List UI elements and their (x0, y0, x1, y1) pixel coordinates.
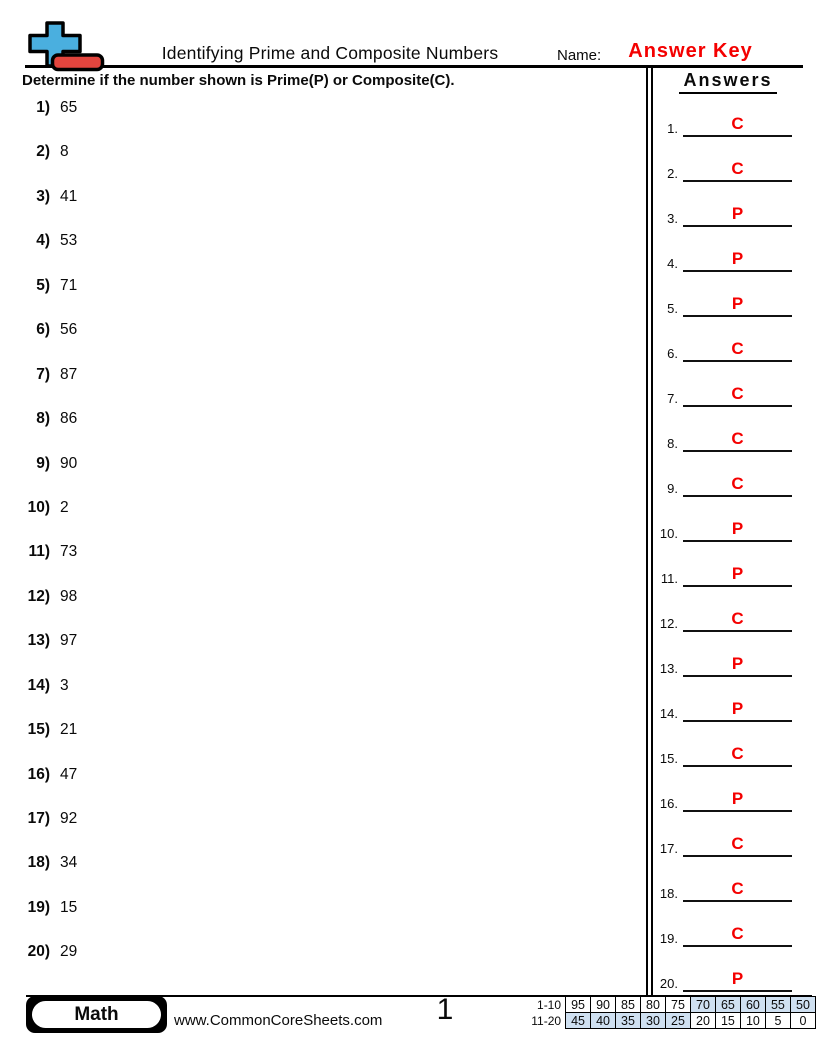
score-cell: 80 (641, 997, 666, 1013)
answer-row (654, 602, 794, 632)
answer-number: 13. (659, 661, 678, 676)
question-number: 10) (27, 499, 50, 516)
answer-row (654, 107, 794, 137)
answer-number: 6. (667, 346, 678, 361)
answer-value: P (731, 789, 744, 808)
question-number: 4) (36, 232, 50, 249)
score-cell: 25 (665, 1013, 690, 1029)
question-row (14, 721, 234, 743)
answer-line (683, 720, 792, 722)
score-cell: 10 (740, 1013, 765, 1029)
instructions: Determine if the number shown is Prime(P) or Composite(C). (22, 72, 455, 89)
subject-label: Math (32, 1001, 161, 1028)
answer-number: 19. (659, 931, 678, 946)
answer-value: C (731, 159, 744, 178)
name-value: Answer Key (628, 40, 753, 62)
question-value: 3 (60, 677, 69, 694)
question-number: 18) (27, 854, 50, 871)
answer-row (654, 467, 794, 497)
answer-value: C (731, 429, 744, 448)
header-rule (25, 65, 803, 68)
answer-row (654, 287, 794, 317)
question-value: 53 (60, 232, 78, 249)
question-number: 16) (27, 766, 50, 783)
score-row-2 (528, 1013, 816, 1029)
website-url: www.CommonCoreSheets.com (174, 1012, 383, 1029)
question-number: 3) (36, 188, 50, 205)
score-cell: 35 (616, 1013, 641, 1029)
answer-line (683, 945, 792, 947)
answer-row (654, 647, 794, 677)
answer-value: C (731, 924, 744, 943)
question-number: 11) (28, 543, 50, 560)
score-cell: 85 (616, 997, 641, 1013)
minus-icon (53, 55, 103, 70)
answer-row (654, 377, 794, 407)
score-cell: 20 (690, 1013, 715, 1029)
question-row (14, 455, 234, 477)
answer-row (654, 332, 794, 362)
question-row (14, 321, 234, 343)
question-number: 7) (36, 366, 50, 383)
answer-line (683, 855, 792, 857)
question-value: 56 (60, 321, 78, 338)
answer-line (683, 990, 792, 992)
question-row (14, 99, 234, 121)
answer-number: 16. (659, 796, 678, 811)
answer-row (654, 872, 794, 902)
answer-number: 4. (667, 256, 678, 271)
answer-number: 5. (667, 301, 678, 316)
question-value: 47 (60, 766, 78, 783)
question-value: 97 (60, 632, 78, 649)
question-number: 17) (27, 810, 50, 827)
question-value: 34 (60, 854, 78, 871)
answer-number: 15. (659, 751, 678, 766)
answer-line (683, 360, 792, 362)
question-number: 9) (36, 455, 50, 472)
question-row (14, 899, 234, 921)
question-number: 14) (27, 677, 50, 694)
question-row (14, 499, 234, 521)
answer-number: 8. (667, 436, 678, 451)
math-badge (26, 996, 167, 1033)
answer-value: P (731, 204, 744, 223)
answer-value: P (731, 699, 744, 718)
answer-row (654, 197, 794, 227)
score-row-label: 11-20 (531, 1013, 562, 1028)
score-cell: 60 (740, 997, 765, 1013)
score-cell: 65 (715, 997, 740, 1013)
answer-value: C (731, 474, 744, 493)
answer-line (683, 495, 792, 497)
score-cell: 75 (665, 997, 690, 1013)
answer-value: C (731, 609, 744, 628)
answer-value: P (731, 249, 744, 268)
score-cell: 5 (765, 1013, 790, 1029)
answers-header: Answers (656, 70, 800, 94)
answer-number: 10. (659, 526, 678, 541)
answer-line (683, 810, 792, 812)
score-row-1 (528, 997, 816, 1013)
question-number: 13) (27, 632, 50, 649)
answer-value: C (731, 384, 744, 403)
answer-row (654, 917, 794, 947)
answer-number: 11. (660, 571, 678, 586)
answer-number: 20. (659, 976, 678, 991)
answer-number: 9. (667, 481, 678, 496)
answer-row (654, 557, 794, 587)
answer-line (683, 270, 792, 272)
answer-row (654, 962, 794, 992)
answer-number: 2. (667, 166, 678, 181)
question-row (14, 810, 234, 832)
answer-value: C (731, 744, 744, 763)
score-cell: 50 (790, 997, 815, 1013)
question-value: 87 (60, 366, 78, 383)
answer-line (683, 540, 792, 542)
answer-number: 17. (659, 841, 678, 856)
question-value: 71 (60, 277, 78, 294)
question-row (14, 277, 234, 299)
answer-line (683, 450, 792, 452)
answer-value: C (731, 339, 744, 358)
question-value: 21 (60, 721, 78, 738)
question-value: 90 (60, 455, 78, 472)
question-value: 8 (60, 143, 69, 160)
answer-row (654, 152, 794, 182)
score-cell: 55 (765, 997, 790, 1013)
question-number: 12) (27, 588, 50, 605)
question-row (14, 188, 234, 210)
answer-value: P (731, 294, 744, 313)
question-number: 2) (36, 143, 50, 160)
name-label: Name: (557, 47, 602, 64)
answer-line (683, 900, 792, 902)
answer-row (654, 827, 794, 857)
question-number: 6) (36, 321, 50, 338)
answers-divider (646, 67, 653, 996)
score-table (528, 996, 816, 1029)
answer-value: P (731, 519, 744, 538)
question-row (14, 410, 234, 432)
score-cell: 40 (591, 1013, 616, 1029)
question-number: 15) (27, 721, 50, 738)
answer-value: P (731, 969, 744, 988)
question-number: 20) (27, 943, 50, 960)
question-row (14, 366, 234, 388)
question-value: 65 (60, 99, 78, 116)
answer-row (654, 737, 794, 767)
answer-value: C (731, 879, 744, 898)
score-cell: 90 (591, 997, 616, 1013)
question-value: 73 (60, 543, 78, 560)
answer-line (683, 585, 792, 587)
page-number: 1 (436, 993, 454, 1026)
score-cell: 30 (641, 1013, 666, 1029)
answer-value: P (731, 564, 744, 583)
answer-value: P (731, 654, 744, 673)
score-cell: 70 (690, 997, 715, 1013)
question-value: 41 (60, 188, 78, 205)
question-number: 8) (36, 410, 50, 427)
answer-line (683, 765, 792, 767)
plus-minus-logo (26, 20, 108, 74)
question-row (14, 632, 234, 654)
question-row (14, 232, 234, 254)
question-value: 98 (60, 588, 78, 605)
answer-row (654, 242, 794, 272)
answer-line (683, 315, 792, 317)
answer-number: 18. (659, 886, 678, 901)
question-value: 15 (60, 899, 78, 916)
question-number: 1) (36, 99, 50, 116)
question-row (14, 588, 234, 610)
worksheet-title: Identifying Prime and Composite Numbers (161, 43, 499, 63)
score-cell: 45 (566, 1013, 591, 1029)
answer-number: 3. (667, 211, 678, 226)
question-value: 2 (60, 499, 69, 516)
answer-value: C (731, 834, 744, 853)
question-row (14, 766, 234, 788)
answer-line (683, 135, 792, 137)
question-row (14, 854, 234, 876)
answer-number: 1. (667, 121, 678, 136)
score-row-label: 1-10 (537, 997, 562, 1012)
answer-number: 14. (659, 706, 678, 721)
question-row (14, 943, 234, 965)
question-row (14, 143, 234, 165)
question-number: 19) (27, 899, 50, 916)
answer-number: 7. (667, 391, 678, 406)
question-row (14, 543, 234, 565)
score-cell: 0 (790, 1013, 815, 1029)
answer-row (654, 422, 794, 452)
answer-line (683, 225, 792, 227)
question-value: 92 (60, 810, 78, 827)
answer-line (683, 675, 792, 677)
answer-row (654, 512, 794, 542)
question-number: 5) (36, 277, 50, 294)
answer-row (654, 782, 794, 812)
score-cell: 95 (566, 997, 591, 1013)
answer-line (683, 180, 792, 182)
question-value: 86 (60, 410, 78, 427)
score-cell: 15 (715, 1013, 740, 1029)
answer-line (683, 630, 792, 632)
question-row (14, 677, 234, 699)
answer-value: C (731, 114, 744, 133)
answer-row (654, 692, 794, 722)
answer-line (683, 405, 792, 407)
question-value: 29 (60, 943, 78, 960)
answer-number: 12. (659, 616, 678, 631)
